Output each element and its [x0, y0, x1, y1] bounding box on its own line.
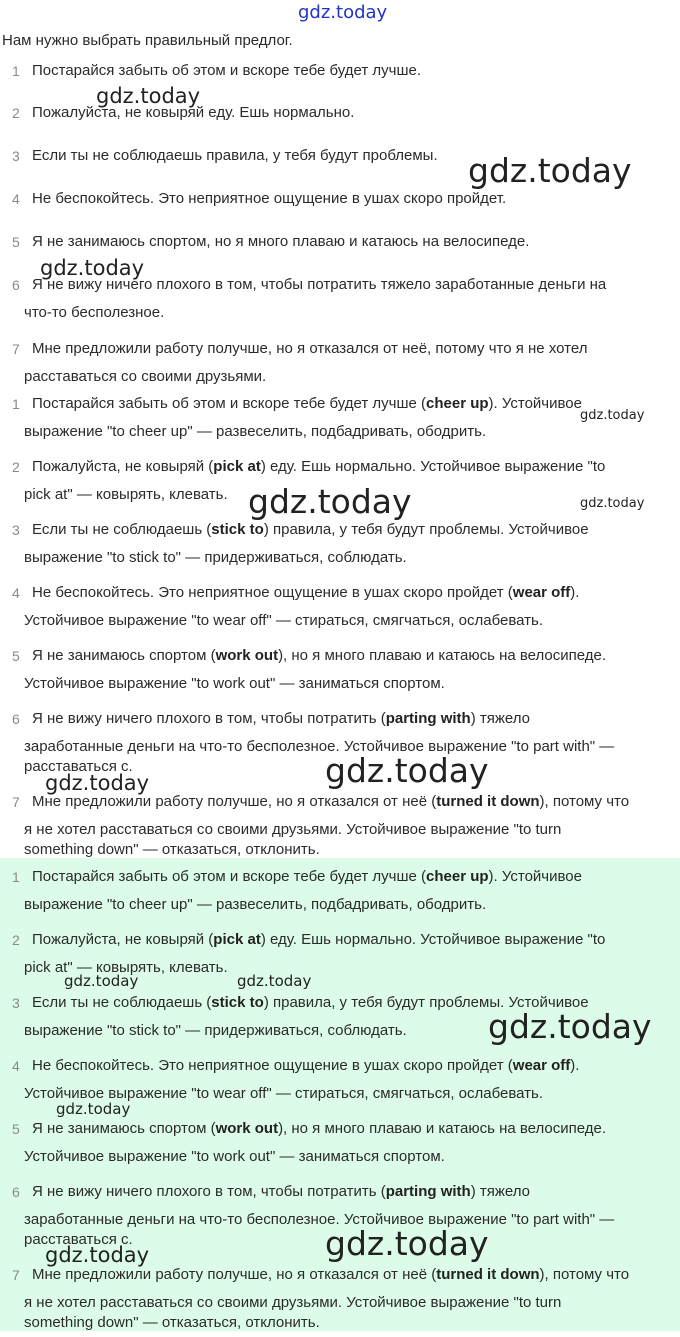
watermark: gdz.today: [248, 482, 412, 521]
item-text: Не беспокойтесь. Это неприятное ощущение в ушах скоро пройдет.: [32, 190, 507, 207]
item-text-cont: something down" — отказаться, отклонить.: [24, 841, 320, 858]
item-text: Пожалуйста, не ковыряй еду. Ешь нормально.: [32, 104, 355, 121]
watermark: gdz.today: [237, 972, 312, 990]
item-text: Постарайся забыть об этом и вскоре тебе будет лучше.: [32, 62, 422, 79]
item-text-cont: something down" — отказаться, отклонить.: [24, 1314, 320, 1331]
item-number: 6: [12, 1184, 20, 1200]
item-number: 4: [12, 1058, 20, 1074]
item-number: 7: [12, 794, 20, 810]
item-text-cont: Устойчивое выражение "to work out" — заниматься спортом.: [24, 675, 445, 692]
watermark: gdz.today: [488, 1007, 652, 1046]
answer-phrase: work out: [215, 1120, 279, 1137]
item-text: Я не занимаюсь спортом, но я много плаваю и катаюсь на велосипеде.: [32, 233, 530, 250]
item-text-cont: расставаться с.: [24, 1231, 133, 1248]
item-text-cont: выражение "to stick to" — придерживаться, соблюдать.: [24, 1022, 407, 1039]
item-text-cont: я не хотел расставаться со своими друзьями. Устойчивое выражение "to turn: [24, 1294, 562, 1311]
answer-phrase: pick at: [213, 458, 261, 475]
item-number: 3: [12, 522, 20, 538]
item-text: Я не занимаюсь спортом (work out), но я много плаваю и катаюсь на велосипеде.: [32, 647, 607, 664]
item-text-cont: Устойчивое выражение "to wear off" — стираться, смягчаться, ослабевать.: [24, 1085, 544, 1102]
item-number: 5: [12, 648, 20, 664]
answer-phrase: turned it down: [436, 1266, 540, 1283]
answer-phrase: pick at: [213, 931, 261, 948]
item-number: 1: [12, 869, 20, 885]
item-number: 5: [12, 234, 20, 250]
item-text: Мне предложили работу получше, но я отказался от неё, потому что я не хотел: [32, 340, 588, 357]
item-text-cont: я не хотел расставаться со своими друзьями. Устойчивое выражение "to turn: [24, 821, 562, 838]
item-text-cont: выражение "to cheer up" — развеселить, подбадривать, ободрить.: [24, 423, 487, 440]
answer-phrase: parting with: [385, 710, 471, 727]
watermark: gdz.today: [468, 151, 632, 190]
answer-phrase: wear off: [512, 1057, 571, 1074]
answer-phrase: wear off: [512, 584, 571, 601]
item-number: 7: [12, 341, 20, 357]
item-text-cont: pick at" — ковырять, клевать.: [24, 486, 228, 503]
item-text-cont: pick at" — ковырять, клевать.: [24, 959, 228, 976]
watermark: gdz.today: [325, 1224, 489, 1263]
item-text-cont: заработанные деньги на что-то бесполезное. Устойчивое выражение "to part with" —: [24, 1211, 615, 1228]
watermark: gdz.today: [56, 1100, 131, 1118]
watermark: gdz.today: [580, 408, 645, 423]
item-text: Если ты не соблюдаешь (stick to) правила, у тебя будут проблемы. Устойчивое: [32, 521, 589, 538]
answer-phrase: stick to: [211, 521, 264, 538]
watermark: gdz.today: [64, 972, 139, 990]
intro-text: Нам нужно выбрать правильный предлог.: [2, 32, 293, 49]
item-text: Мне предложили работу получше, но я отказался от неё (turned it down), потому что: [32, 1266, 630, 1283]
answer-phrase: parting with: [385, 1183, 471, 1200]
item-number: 6: [12, 711, 20, 727]
answer-phrase: stick to: [211, 994, 264, 1011]
item-text: Я не вижу ничего плохого в том, чтобы потратить (parting with) тяжело: [32, 1183, 531, 1200]
item-number: 7: [12, 1267, 20, 1283]
item-text: Я не вижу ничего плохого в том, чтобы потратить тяжело заработанные деньги на: [32, 276, 607, 293]
item-text: Постарайся забыть об этом и вскоре тебе будет лучше (cheer up). Устойчивое: [32, 395, 582, 412]
item-number: 3: [12, 148, 20, 164]
item-text: Если ты не соблюдаешь (stick to) правила, у тебя будут проблемы. Устойчивое: [32, 994, 589, 1011]
answer-phrase: cheer up: [426, 395, 489, 412]
item-text-cont: расставаться со своими друзьями.: [24, 368, 267, 385]
answer-phrase: work out: [215, 647, 279, 664]
item-text: Пожалуйста, не ковыряй (pick at) еду. Ешь нормально. Устойчивое выражение "to: [32, 458, 606, 475]
item-number: 4: [12, 585, 20, 601]
item-text: Мне предложили работу получше, но я отказался от неё (turned it down), потому что: [32, 793, 630, 810]
watermark: gdz.today: [45, 771, 150, 795]
item-text: Не беспокойтесь. Это неприятное ощущение в ушах скоро пройдет (wear off).: [32, 584, 580, 601]
item-text-cont: расставаться с.: [24, 758, 133, 775]
item-text: Я не занимаюсь спортом (work out), но я много плаваю и катаюсь на велосипеде.: [32, 1120, 607, 1137]
item-number: 4: [12, 191, 20, 207]
item-text: Я не вижу ничего плохого в том, чтобы потратить (parting with) тяжело: [32, 710, 531, 727]
item-number: 3: [12, 995, 20, 1011]
watermark: gdz.today: [40, 256, 145, 280]
item-text: Пожалуйста, не ковыряй (pick at) еду. Ешь нормально. Устойчивое выражение "to: [32, 931, 606, 948]
item-text: Если ты не соблюдаешь правила, у тебя будут проблемы.: [32, 147, 438, 164]
item-number: 2: [12, 932, 20, 948]
watermark: gdz.today: [580, 496, 645, 511]
item-text-cont: Устойчивое выражение "to work out" — заниматься спортом.: [24, 1148, 445, 1165]
item-text-cont: выражение "to stick to" — придерживаться, соблюдать.: [24, 549, 407, 566]
answer-phrase: cheer up: [426, 868, 489, 885]
item-text: Не беспокойтесь. Это неприятное ощущение в ушах скоро пройдет (wear off).: [32, 1057, 580, 1074]
item-text-cont: выражение "to cheer up" — развеселить, подбадривать, ободрить.: [24, 896, 487, 913]
watermark: gdz.today: [325, 751, 489, 790]
item-number: 1: [12, 63, 20, 79]
item-text-cont: что-то бесполезное.: [24, 304, 165, 321]
item-number: 2: [12, 459, 20, 475]
item-number: 6: [12, 277, 20, 293]
watermark: gdz.today: [96, 84, 201, 108]
item-number: 1: [12, 396, 20, 412]
item-number: 2: [12, 105, 20, 121]
item-text-cont: заработанные деньги на что-то бесполезное. Устойчивое выражение "to part with" —: [24, 738, 615, 755]
answer-phrase: turned it down: [436, 793, 540, 810]
item-text-cont: Устойчивое выражение "to wear off" — стираться, смягчаться, ослабевать.: [24, 612, 544, 629]
watermark-top: gdz.today: [298, 2, 388, 23]
item-text: Постарайся забыть об этом и вскоре тебе будет лучше (cheer up). Устойчивое: [32, 868, 582, 885]
watermark: gdz.today: [45, 1243, 150, 1267]
item-number: 5: [12, 1121, 20, 1137]
